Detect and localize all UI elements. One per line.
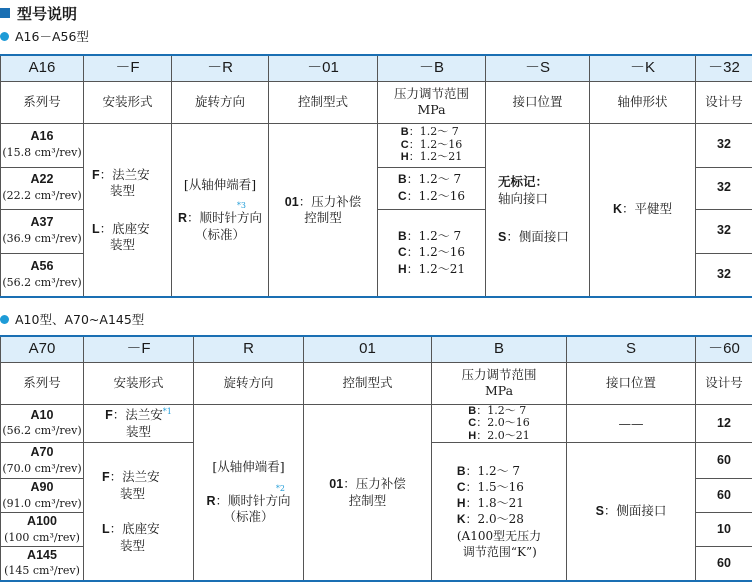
pressure-range-a37-a56: B：1.2～ 7 C：1.2～16 H：1.2～21 <box>378 209 486 297</box>
port-options: 无标记： 轴向接口 S：侧面接口 <box>486 123 590 297</box>
design-number: 32 <box>696 253 752 297</box>
design-number: 32 <box>696 209 752 253</box>
code-shaft: －K <box>590 55 696 81</box>
model-cell: A10 (56.2 cm³/rev) <box>1 404 84 443</box>
code-mount: －F <box>84 336 194 362</box>
header-mount: 安装形式 <box>84 362 194 404</box>
model-cell: A16 (15.8 cm³/rev) <box>1 123 84 167</box>
code-control: －01 <box>269 55 378 81</box>
model-cell: A37 (36.9 cm³/rev) <box>1 209 84 253</box>
model-code-table-a10-a145 <box>0 335 752 582</box>
model-cell: A70 (70.0 cm³/rev) <box>1 443 84 479</box>
code-control: 01 <box>304 336 432 362</box>
code-port: －S <box>486 55 590 81</box>
code-port: S <box>567 336 696 362</box>
control-options: 01：压力补偿 控制型 <box>304 404 432 581</box>
page-heading <box>0 2 77 24</box>
header-pressure: 压力调节范围 MPa <box>378 81 486 123</box>
model-code-table-a16-a56 <box>0 54 752 298</box>
code-pressure: －B <box>378 55 486 81</box>
design-number: 32 <box>696 123 752 167</box>
design-number: 12 <box>696 404 752 443</box>
design-number: 10 <box>696 513 752 547</box>
rotation-options: [从轴伸端看] *2 R：顺时针方向 （标准） <box>194 404 304 581</box>
port-a10: —— <box>567 404 696 443</box>
design-number: 60 <box>696 479 752 513</box>
header-mount: 安装形式 <box>84 81 172 123</box>
header-design: 设计号 <box>696 362 752 404</box>
header-series: 系列号 <box>1 81 84 123</box>
pressure-range-a70-a145: B：1.2～ 7 C：1.5～16 H：1.8～21 K：2.0～28 (A100型无压力 调节范围“K”) <box>432 443 567 581</box>
pressure-range-a10: B：1.2～ 7 C：2.0～16 H：2.0～21 <box>432 404 567 443</box>
model-cell: A90 (91.0 cm³/rev) <box>1 479 84 513</box>
bullet-dot-icon <box>0 315 9 324</box>
header-shaft: 轴伸形状 <box>590 81 696 123</box>
header-port: 接口位置 <box>567 362 696 404</box>
pressure-range-a22: B：1.2～ 7 C：1.2～16 <box>378 167 486 209</box>
heading-square-icon <box>0 8 10 18</box>
design-number: 60 <box>696 547 752 581</box>
mount-options: F：法兰安 装型 L：底座安 装型 <box>84 443 194 581</box>
header-control: 控制型式 <box>304 362 432 404</box>
page-title: 型号说明 <box>17 4 78 23</box>
design-number: 32 <box>696 167 752 209</box>
code-pressure: B <box>432 336 567 362</box>
model-cell: A145 (145 cm³/rev) <box>1 547 84 581</box>
section1-title: A16－A56型 <box>0 27 89 45</box>
header-control: 控制型式 <box>269 81 378 123</box>
header-rotation: 旋转方向 <box>172 81 269 123</box>
header-pressure: 压力调节范围 MPa <box>432 362 567 404</box>
code-series: A70 <box>1 336 84 362</box>
port-options: S：侧面接口 <box>567 443 696 581</box>
bullet-dot-icon <box>0 32 9 41</box>
code-rotation: R <box>194 336 304 362</box>
section2-title: A10型、A70~A145型 <box>0 310 144 328</box>
code-design: －32 <box>696 55 752 81</box>
shaft-options: K：平健型 <box>590 123 696 297</box>
control-options: 01：压力补偿 控制型 <box>269 123 378 297</box>
header-rotation: 旋转方向 <box>194 362 304 404</box>
mount-options-a10: F：法兰安$^{*1}$ 装型 <box>84 404 194 443</box>
design-number: 60 <box>696 443 752 479</box>
header-series: 系列号 <box>1 362 84 404</box>
code-mount: －F <box>84 55 172 81</box>
header-port: 接口位置 <box>486 81 590 123</box>
code-rotation: －R <box>172 55 269 81</box>
code-series: A16 <box>1 55 84 81</box>
model-cell: A22 (22.2 cm³/rev) <box>1 167 84 209</box>
code-design: －60 <box>696 336 752 362</box>
pressure-range-a16: B：1.2～ 7 C：1.2～16 H：1.2～21 <box>378 123 486 167</box>
model-cell: A100 (100 cm³/rev) <box>1 513 84 547</box>
model-cell: A56 (56.2 cm³/rev) <box>1 253 84 297</box>
mount-options: F：法兰安 装型 L：底座安 装型 <box>84 123 172 297</box>
rotation-options: [从轴伸端看] *3 R：顺时针方向 （标准） <box>172 123 269 297</box>
header-design: 设计号 <box>696 81 752 123</box>
